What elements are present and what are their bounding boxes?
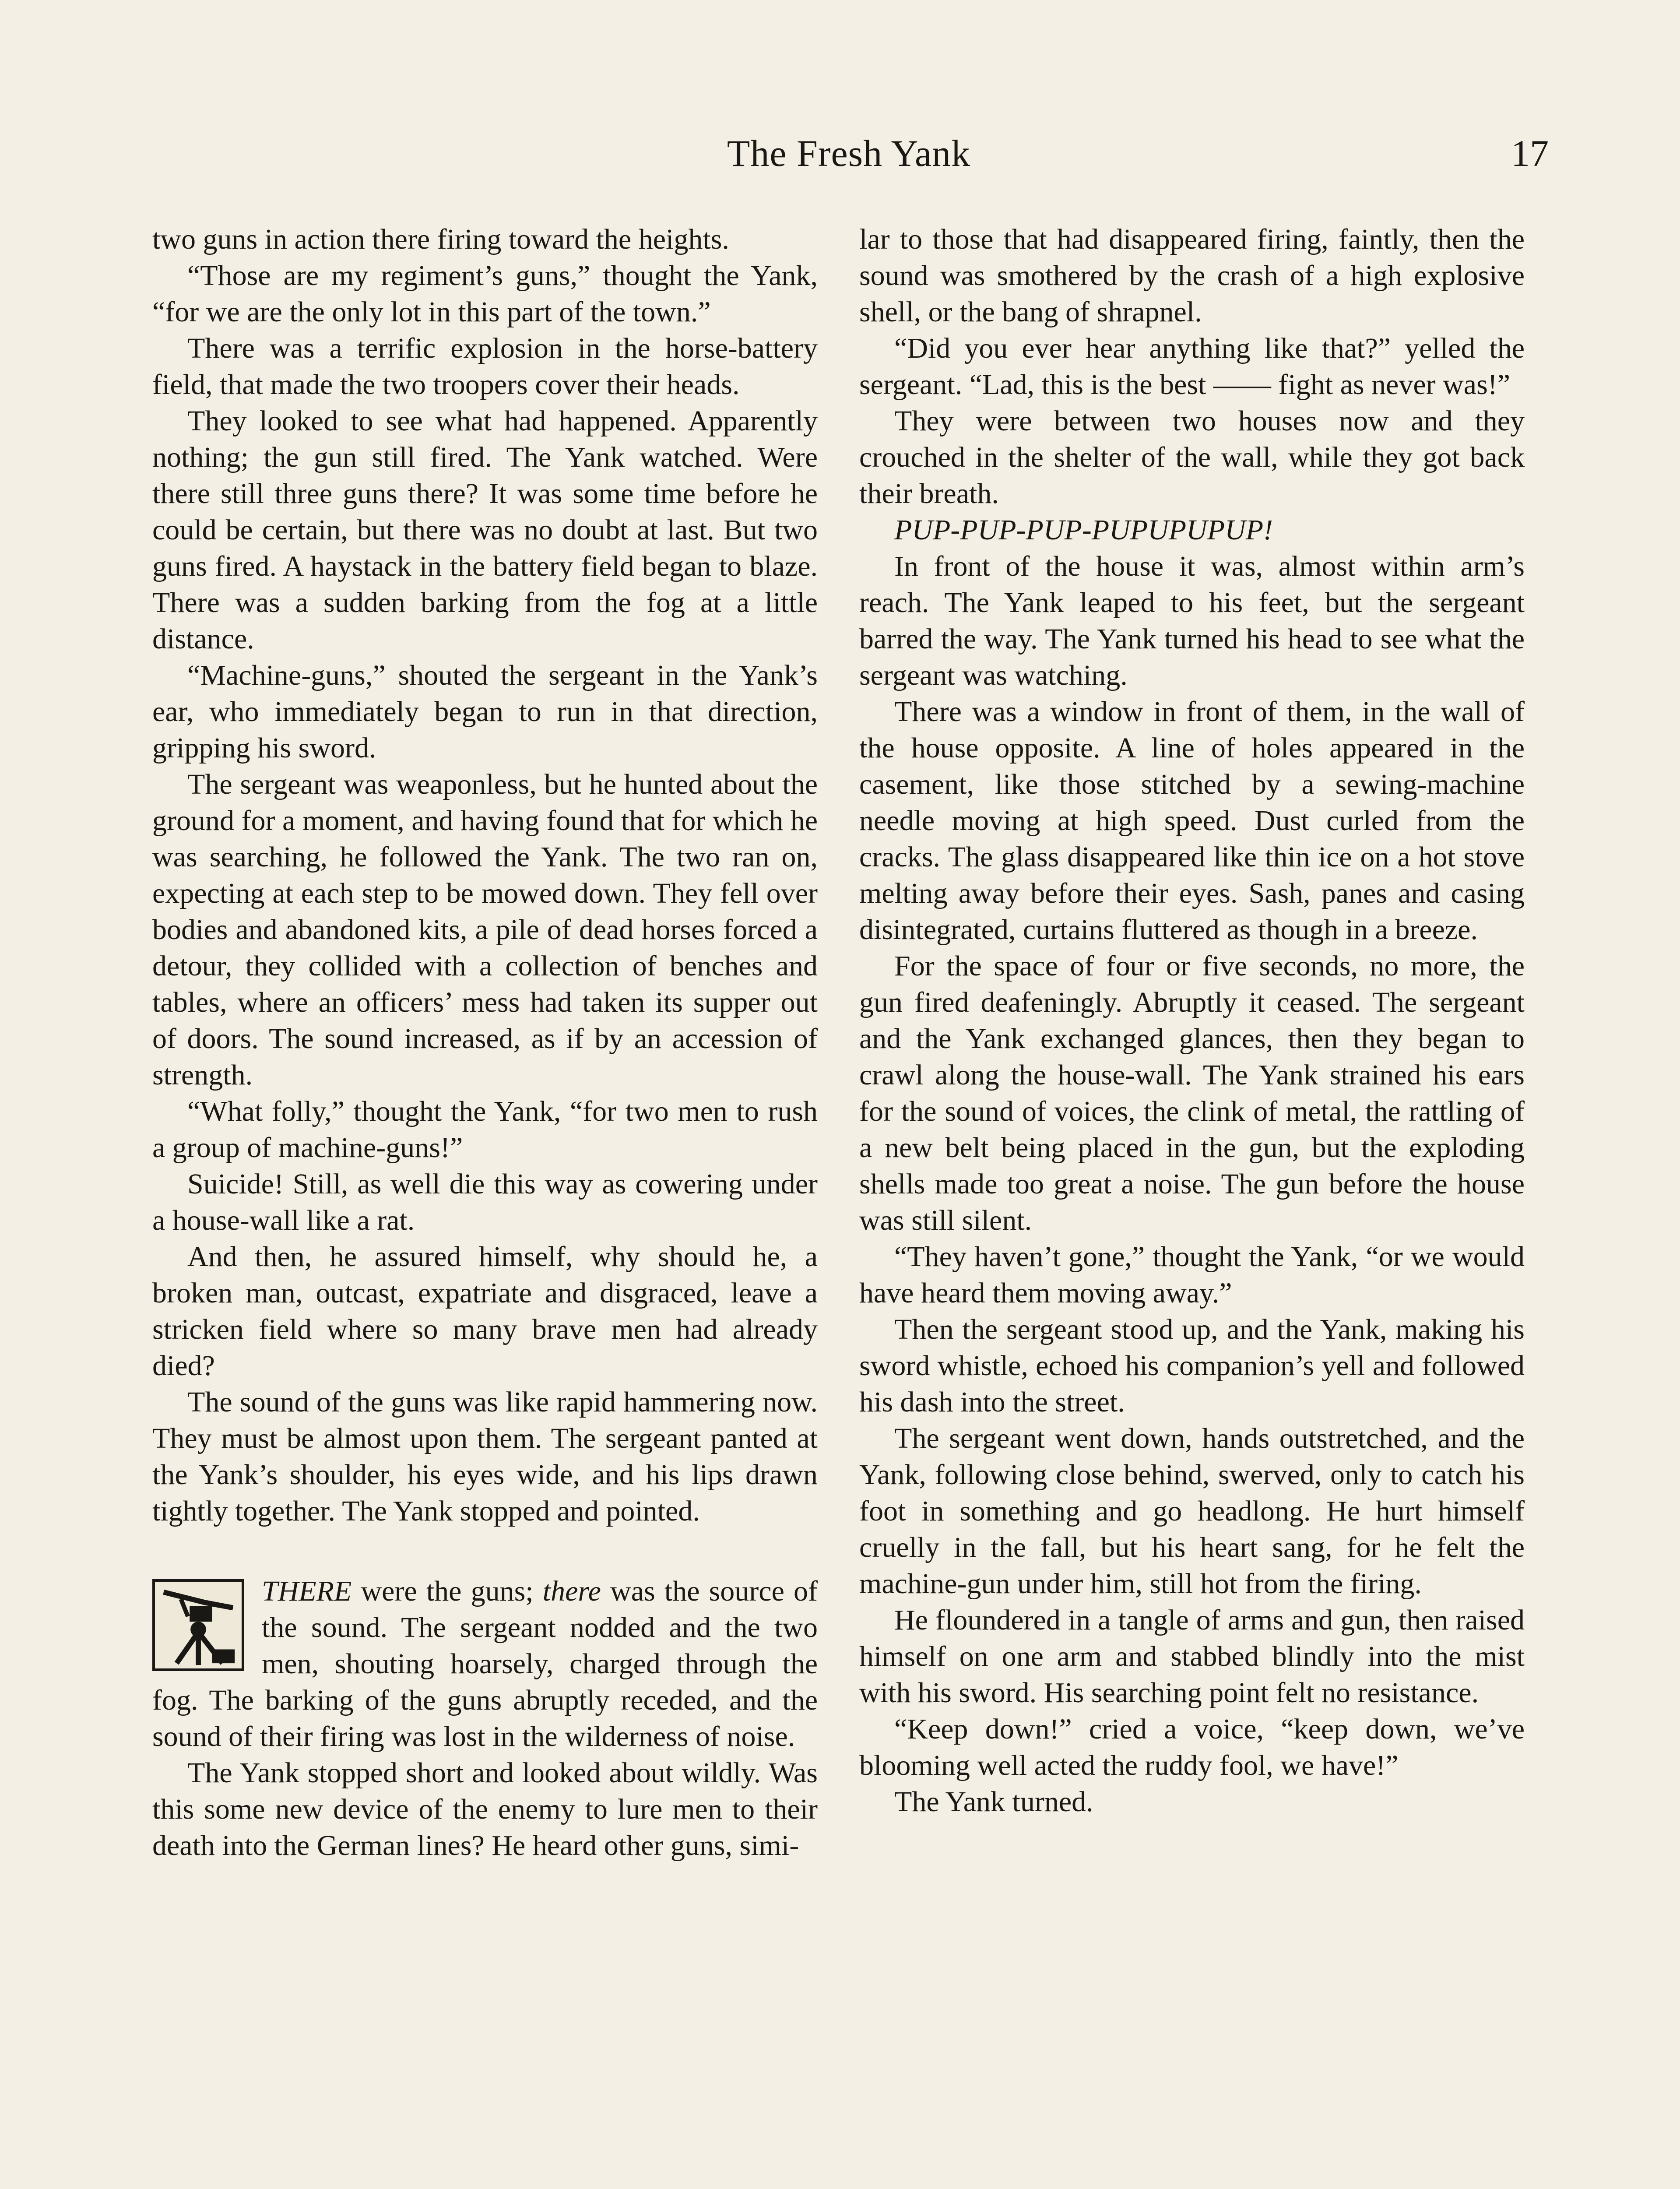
paragraph: The Yank stopped short and looked about wildly. Was this some new device of the enemy to lure men to their death into the German lines? He heard other guns, simi-: [152, 1757, 818, 1862]
section-opening-paragraph: [152, 1573, 818, 1755]
paragraph: The sergeant went down, hands outstretched, and the Yank, following close behind, swerved, only to catch his foot in something and go headlong. He hurt himself cruelly in the fall, but his heart sang, for he felt the machine-gun under him, still hot from the firing.: [859, 1422, 1525, 1600]
paragraph: They were between two houses now and they crouched in the shelter of the wall, while they got back their breath.: [859, 405, 1525, 510]
left-paragraphs: [152, 221, 818, 1529]
running-header: [149, 131, 1549, 193]
lead-word: THERE: [262, 1575, 352, 1607]
paragraph: For the space of four or five seconds, no more, the gun fired deafeningly. Abruptly it ceased. The sergeant and the Yank exchanged glances, then they began to crawl along the house-wall. The Yank strained his ears for the sound of voices, the clink of metal, the rattling of a new belt being placed in the gun, but the exploding shells made too great a noise. The gun before the house was still silent.: [859, 950, 1525, 1236]
paragraph: “Did you ever hear anything like that?” yelled the sergeant. “Lad, this is the best —— fight as never was!”: [859, 332, 1525, 401]
paragraph: lar to those that had disappeared firing, faintly, then the sound was smothered by the crash of a high explosive shell, or the bang of shrapnel.: [859, 223, 1525, 328]
paragraph: The sound of the guns was like rapid hammering now. They must be almost upon them. The sergeant panted at the Yank’s shoulder, his eyes wide, and his lips drawn tightly together. The Yank stopped and pointed.: [152, 1386, 818, 1527]
paragraph: They looked to see what had happened. Apparently nothing; the gun still fired. The Yank watched. Were there still three guns there? It was some time before he could be certain, but there was no doubt at last. But two guns fired. A haystack in the battery field began to blaze. There was a sudden barking from the fog at a little distance.: [152, 405, 818, 655]
paragraph: There was a terrific explosion in the horse-battery field, that made the two troopers cover their heads.: [152, 332, 818, 401]
paragraph: “Keep down!” cried a voice, “keep down, we’ve blooming well acted the ruddy fool, we have!”: [859, 1713, 1525, 1781]
left-column: [152, 221, 818, 1864]
right-column: [859, 221, 1525, 1820]
page-title: The Fresh Yank: [727, 132, 971, 174]
page-number: 17: [1511, 132, 1549, 174]
paragraph: “Machine-guns,” shouted the sergeant in the Yank’s ear, who immediately began to run in that direction, gripping his sword.: [152, 659, 818, 764]
section-text-1: were the guns;: [351, 1575, 543, 1607]
section-text-2: was the source of the sound. The sergeant nodded and the two men, shouting hoarsely, charged through the fog. The barking of the guns abruptly receded, and the sound of their firing was lost in the wilderness of noise.: [152, 1575, 818, 1753]
paragraph: And then, he assured himself, why should he, a broken man, outcast, expatriate and disgraced, leave a stricken field where so many brave men had already died?: [152, 1241, 818, 1382]
paragraph: In front of the house it was, almost within arm’s reach. The Yank leaped to his feet, but the sergeant barred the way. The Yank turned his head to see what the sergeant was watching.: [859, 550, 1525, 691]
paragraph: Then the sergeant stood up, and the Yank, making his sword whistle, echoed his companion’s yell and followed his dash into the street.: [859, 1313, 1525, 1418]
paragraph: “What folly,” thought the Yank, “for two men to rush a group of machine-guns!”: [152, 1095, 818, 1164]
paragraph: He floundered in a tangle of arms and gun, then raised himself on one arm and stabbed blindly into the mist with his sword. His searching point felt no resistance.: [859, 1604, 1525, 1709]
machine-gun-icon: [152, 1579, 244, 1671]
right-paragraphs: [859, 221, 1525, 1820]
paragraph: The sergeant was weaponless, but he hunted about the ground for a moment, and having found that for which he was searching, he followed the Yank. The two ran on, expecting at each step to be mowed down. They fell over bodies and abandoned kits, a pile of dead horses forced a detour, they collided with a collection of benches and tables, where an officers’ mess had taken its supper out of doors. The sound increased, as if by an accession of strength.: [152, 768, 818, 1091]
paragraph: “They haven’t gone,” thought the Yank, “or we would have heard them moving away.”: [859, 1241, 1525, 1309]
paragraph: two guns in action there firing toward the heights.: [152, 223, 729, 255]
paragraph: PUP-PUP-PUP-PUPUPUPUP!: [894, 514, 1273, 546]
section-emphasis: there: [542, 1575, 601, 1607]
paragraph: “Those are my regiment’s guns,” thought the Yank, “for we are the only lot in this part of the town.”: [152, 260, 818, 328]
paragraph: Suicide! Still, as well die this way as cowering under a house-wall like a rat.: [152, 1168, 818, 1236]
paragraph: The Yank turned.: [894, 1786, 1093, 1818]
paragraph: There was a window in front of them, in the wall of the house opposite. A line of holes appeared in the casement, like those stitched by a sewing-machine needle moving at high speed. Dust curled from the cracks. The glass disappeared like thin ice on a hot stove melting away before their eyes. Sash, panes and casing disintegrated, curtains fluttered as though in a breeze.: [859, 696, 1525, 946]
left-paragraphs-after: [152, 1755, 818, 1864]
